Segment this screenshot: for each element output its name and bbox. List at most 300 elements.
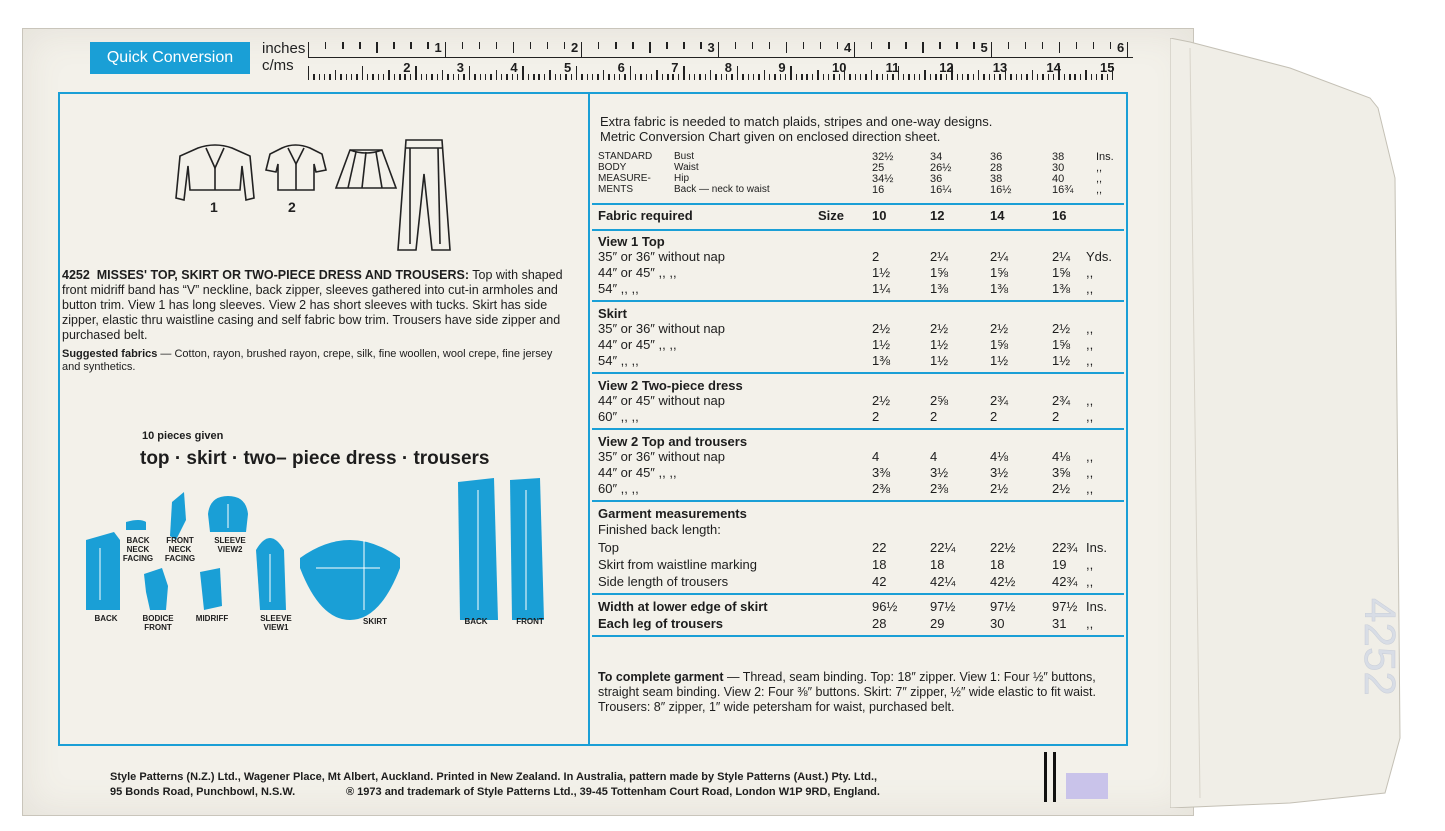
chart-row-label: 35″ or 36″ without nap bbox=[598, 249, 726, 264]
ruler-cm-tick bbox=[1064, 74, 1065, 80]
ruler-cm-tick bbox=[774, 74, 775, 80]
suggested-fabrics-text: — Cotton, rayon, brushed rayon, crepe, silk, fine woollen, wool crepe, fine jersey and synthetics. bbox=[62, 348, 553, 373]
ruler-cm-tick bbox=[1080, 74, 1081, 80]
suggested-fabrics-label: Suggested fabrics bbox=[62, 348, 158, 360]
pieces-count: 10 pieces given bbox=[142, 430, 224, 442]
garment-row-value: 31 bbox=[1052, 616, 1067, 631]
chart-row-value: 1½ bbox=[872, 337, 891, 352]
ruler-cm-tick bbox=[1021, 74, 1022, 80]
ruler-cm-tick bbox=[689, 74, 690, 80]
ruler-cm-tick bbox=[753, 74, 754, 80]
garment-row-unit: Ins. bbox=[1086, 540, 1107, 555]
ruler-cm-tick bbox=[1096, 74, 1097, 80]
ruler-cm-tick bbox=[490, 74, 491, 80]
measure-label-line: STANDARD bbox=[598, 151, 653, 162]
ruler-cm-tick bbox=[603, 70, 604, 80]
chart-row-value: 4⅛ bbox=[1052, 449, 1071, 464]
chart-note-metric: Metric Conversion Chart given on enclosed direction sheet. bbox=[600, 129, 941, 144]
ruler-inch-tick bbox=[837, 42, 838, 49]
garment-row-label: Skirt from waistline marking bbox=[598, 557, 757, 572]
ruler-inches-label: inches bbox=[262, 40, 306, 57]
size-column-header: 12 bbox=[930, 208, 945, 223]
chart-row-value: 2½ bbox=[1052, 481, 1071, 496]
ruler-cm-tick bbox=[769, 74, 770, 80]
color-swatch bbox=[1066, 773, 1108, 799]
ruler-cm-tick bbox=[324, 74, 325, 80]
footer-line-2b: ® 1973 and trademark of Style Patterns Ltd., 39-45 Tottenham Court Road, London W1P 9RD, England. bbox=[346, 786, 880, 798]
garment-row-value: 30 bbox=[990, 616, 1005, 631]
garment-row-value: 42½ bbox=[990, 574, 1016, 589]
ruler-cm-tick bbox=[528, 74, 529, 80]
conversion-ruler bbox=[258, 40, 1138, 80]
measure-label-line: MENTS bbox=[598, 184, 633, 195]
ruler-inch-tick bbox=[956, 42, 957, 49]
ruler-inch-tick bbox=[325, 42, 326, 49]
ruler-cm-number: 12 bbox=[939, 60, 954, 75]
chart-separator bbox=[592, 428, 1124, 430]
body-measure-value: 38 bbox=[990, 173, 1003, 185]
measure-label-line: BODY bbox=[598, 162, 627, 173]
footer-bar bbox=[1044, 752, 1047, 802]
chart-row-value: 4 bbox=[930, 449, 938, 464]
body-measure-value: 32½ bbox=[872, 151, 894, 163]
chart-section-title: Skirt bbox=[598, 306, 627, 321]
ruler-cm-tick bbox=[1042, 74, 1043, 80]
ruler-inch-tick bbox=[1076, 42, 1077, 49]
ruler-cm-number: 11 bbox=[885, 60, 900, 75]
chart-row-unit: ,, bbox=[1086, 265, 1094, 280]
ruler-cm-tick bbox=[989, 74, 990, 80]
ruler-cm-tick bbox=[447, 74, 448, 80]
ruler-cm-tick bbox=[876, 74, 877, 80]
chart-note-plaids: Extra fabric is needed to match plaids, stripes and one-way designs. bbox=[600, 114, 993, 129]
ruler-inch-tick bbox=[393, 42, 394, 49]
ruler-cm-tick bbox=[538, 74, 539, 80]
measure-name: Back — neck to waist bbox=[674, 184, 770, 195]
ruler-inch-tick bbox=[1093, 42, 1094, 49]
garment-row-unit: ,, bbox=[1086, 616, 1094, 631]
view-sketches bbox=[170, 138, 480, 258]
ruler-inch-tick bbox=[683, 42, 684, 49]
ruler-cm-tick bbox=[587, 74, 588, 80]
garment-row-unit: Ins. bbox=[1086, 599, 1107, 614]
ruler-inch-tick bbox=[564, 42, 565, 49]
ruler-cm-number: 8 bbox=[724, 60, 733, 75]
ruler-cm-tick bbox=[737, 66, 738, 80]
ruler-cm-tick bbox=[1085, 70, 1086, 80]
flap-stamp-text: 4252 bbox=[1355, 598, 1404, 696]
chart-section-title: View 2 Two-piece dress bbox=[598, 378, 743, 393]
garment-row-value: 18 bbox=[990, 557, 1005, 572]
body-measure-label bbox=[598, 151, 652, 195]
chart-row-value: 2¼ bbox=[930, 249, 949, 264]
ruler-cm-tick bbox=[790, 66, 791, 80]
chart-row-value: 1⅝ bbox=[930, 265, 949, 280]
ruler-inch-tick bbox=[1008, 42, 1009, 49]
garment-row-label: Width at lower edge of skirt bbox=[598, 599, 768, 614]
ruler-inch-number: 3 bbox=[707, 40, 715, 55]
ruler-cm-tick bbox=[378, 74, 379, 80]
ruler-inch-tick bbox=[376, 42, 377, 53]
to-complete-label: To complete garment bbox=[598, 670, 724, 684]
ruler-cm-tick bbox=[555, 74, 556, 80]
chart-row-value: 1⅝ bbox=[1052, 337, 1071, 352]
ruler-cm-tick bbox=[1032, 70, 1033, 80]
ruler-cm-tick bbox=[983, 74, 984, 80]
ruler-cm-tick bbox=[549, 70, 550, 80]
body-measure-value: 16¼ bbox=[930, 184, 952, 196]
ruler-cm-number: 4 bbox=[510, 60, 518, 75]
piece-front-neck-facing bbox=[170, 492, 186, 540]
to-complete-text: — Thread, seam binding. Top: 18″ zipper. View 1: Four ½″ buttons, straight seam binding. View 2: Four ⅜″ buttons. Skirt: 7″ zipper, ½″ wide elastic to fit waist. Trousers: 8″ zipper, 1″ wide petersham for waist, purchased belt. bbox=[598, 670, 1096, 714]
garment-measurements-subtitle: Finished back length: bbox=[598, 522, 721, 537]
ruler-cm-tick bbox=[372, 74, 373, 80]
ruler-cm-tick bbox=[882, 74, 883, 80]
body-measure-value: 36 bbox=[930, 173, 943, 185]
ruler-cm-tick bbox=[485, 74, 486, 80]
garment-row-value: 28 bbox=[872, 616, 887, 631]
label-bodice-front: BODICE FRONT bbox=[142, 614, 174, 632]
garment-row-value: 97½ bbox=[990, 599, 1016, 614]
ruler-cm-tick bbox=[973, 74, 974, 80]
garment-row-value: 22 bbox=[872, 540, 887, 555]
chart-row-unit: ,, bbox=[1086, 409, 1094, 424]
ruler-cm-number: 7 bbox=[671, 60, 679, 75]
ruler-cm-tick bbox=[758, 74, 759, 80]
chart-row-value: 2½ bbox=[872, 393, 891, 408]
view-2-number: 2 bbox=[288, 199, 296, 215]
footer-bar bbox=[1053, 752, 1056, 802]
measure-name: Hip bbox=[674, 173, 690, 184]
chart-section-title: View 2 Top and trousers bbox=[598, 434, 748, 449]
ruler-inch-tick bbox=[598, 42, 599, 49]
chart-row-value: 2¼ bbox=[990, 249, 1009, 264]
chart-row-value: 2½ bbox=[930, 321, 949, 336]
label-trousers-back: BACK bbox=[464, 617, 488, 626]
piece-bodice-front bbox=[144, 568, 168, 610]
chart-section-title: View 1 Top bbox=[598, 234, 665, 249]
ruler-cm-tick bbox=[865, 74, 866, 80]
ruler-cm-number: 13 bbox=[992, 60, 1008, 75]
quick-conversion-label: Quick Conversion bbox=[90, 42, 250, 74]
ruler-cm-tick bbox=[796, 74, 797, 80]
ruler-inch-tick bbox=[820, 42, 821, 49]
piece-back bbox=[86, 532, 120, 610]
label-skirt: SKIRT bbox=[363, 617, 387, 626]
ruler-inch-tick bbox=[581, 42, 582, 58]
measure-name: Bust bbox=[674, 151, 695, 162]
ruler-cm-label: c/ms bbox=[262, 57, 294, 74]
chart-row-label: 35″ or 36″ without nap bbox=[598, 449, 726, 464]
envelope-flap bbox=[1170, 38, 1440, 808]
body-measure-value: 16½ bbox=[990, 184, 1012, 196]
ruler-cm-number: 5 bbox=[564, 60, 572, 75]
piece-skirt bbox=[300, 540, 400, 620]
body-measure-value: 25 bbox=[872, 162, 885, 174]
body-measure-value: 40 bbox=[1052, 173, 1065, 185]
ruler-cm-tick bbox=[978, 70, 979, 80]
chart-row-value: 2¾ bbox=[1052, 393, 1071, 408]
ruler-cm-tick bbox=[592, 74, 593, 80]
chart-row-value: 3½ bbox=[990, 465, 1009, 480]
ruler-inch-tick bbox=[1025, 42, 1026, 49]
garment-row-value: 96½ bbox=[872, 599, 898, 614]
chart-row-label: 54″ ,, ,, bbox=[598, 281, 639, 296]
fabric-required-label: Fabric required bbox=[598, 208, 693, 223]
ruler-cm-tick bbox=[705, 74, 706, 80]
size-label: Size bbox=[818, 208, 845, 223]
body-measure-value: 16¾ bbox=[1052, 184, 1074, 196]
chart-row-value: 4⅛ bbox=[990, 449, 1009, 464]
chart-row-value: 3⅝ bbox=[1052, 465, 1071, 480]
chart-row-unit: ,, bbox=[1086, 281, 1094, 296]
ruler-cm-number: 6 bbox=[617, 60, 625, 75]
chart-row-label: 54″ ,, ,, bbox=[598, 353, 639, 368]
chart-row-unit: ,, bbox=[1086, 393, 1094, 408]
chart-row-value: 2½ bbox=[990, 481, 1009, 496]
ruler-cm-tick bbox=[764, 70, 765, 80]
ruler-cm-tick bbox=[469, 66, 470, 80]
ruler-inch-tick bbox=[632, 42, 633, 49]
chart-separator bbox=[592, 500, 1124, 502]
ruler-cm-tick bbox=[501, 74, 502, 80]
ruler-cm-tick bbox=[431, 74, 432, 80]
chart-row-value: 1⅜ bbox=[872, 353, 891, 368]
body-measure-unit: ,, bbox=[1096, 184, 1103, 196]
label-back: BACK bbox=[94, 614, 118, 623]
ruler-inch-tick bbox=[735, 42, 736, 49]
ruler-cm-tick bbox=[817, 70, 818, 80]
ruler-inch-tick bbox=[769, 42, 770, 49]
ruler-cm-tick bbox=[903, 74, 904, 80]
piece-trousers-front bbox=[510, 478, 544, 620]
chart-row-value: 2 bbox=[1052, 409, 1060, 424]
chart-row-value: 2¼ bbox=[1052, 249, 1071, 264]
ruler-cm-tick bbox=[480, 74, 481, 80]
garment-row-label: Each leg of trousers bbox=[598, 616, 723, 631]
chart-row-value: 4 bbox=[872, 449, 880, 464]
ruler-cm-tick bbox=[308, 66, 309, 80]
chart-row-unit: ,, bbox=[1086, 465, 1094, 480]
body-measure-names bbox=[674, 151, 770, 195]
ruler-cm-number: 15 bbox=[1100, 60, 1115, 75]
ruler-inch-tick bbox=[803, 42, 804, 49]
pattern-description bbox=[62, 268, 572, 343]
ruler-cm-tick bbox=[426, 74, 427, 80]
chart-row-value: 2 bbox=[990, 409, 998, 424]
chart-row-value: 2 bbox=[872, 249, 880, 264]
ruler-inch-tick bbox=[973, 42, 974, 49]
chart-row-value: 1½ bbox=[990, 353, 1009, 368]
label-front-neck-facing: FRONT NECK FACING bbox=[164, 536, 196, 563]
ruler-inch-tick bbox=[854, 42, 855, 58]
ruler-cm-tick bbox=[453, 74, 454, 80]
size-column-header: 10 bbox=[872, 208, 887, 223]
ruler-inch-tick bbox=[991, 42, 992, 58]
ruler-inch-tick bbox=[496, 42, 497, 49]
ruler-cm-tick bbox=[935, 74, 936, 80]
ruler-cm-tick bbox=[1037, 74, 1038, 80]
chart-row-value: 3⅜ bbox=[872, 465, 891, 480]
chart-row-label: 60″ ,, ,, bbox=[598, 409, 639, 424]
ruler-inch-tick bbox=[1110, 42, 1111, 49]
body-measure-value: 26½ bbox=[930, 162, 952, 174]
ruler-cm-tick bbox=[640, 74, 641, 80]
ruler-cm-tick bbox=[597, 74, 598, 80]
ruler-cm-tick bbox=[560, 74, 561, 80]
garment-row-value: 18 bbox=[930, 557, 945, 572]
ruler-inch-tick bbox=[649, 42, 650, 53]
chart-row-value: 1¼ bbox=[872, 281, 891, 296]
ruler-cm-tick bbox=[415, 66, 416, 80]
ruler-cm-tick bbox=[871, 70, 872, 80]
ruler-inch-tick bbox=[888, 42, 889, 49]
ruler-cm-tick bbox=[576, 66, 577, 80]
measure-label-line: MEASURE- bbox=[598, 173, 651, 184]
ruler-inch-number: 2 bbox=[571, 40, 579, 55]
ruler-inch-tick bbox=[752, 42, 753, 49]
ruler-cm-tick bbox=[630, 66, 631, 80]
ruler-cm-tick bbox=[699, 74, 700, 80]
chart-row-unit: ,, bbox=[1086, 337, 1094, 352]
garment-row-value: 42 bbox=[872, 574, 887, 589]
ruler-cm-tick bbox=[801, 74, 802, 80]
ruler-cm-tick bbox=[849, 74, 850, 80]
ruler-cm-tick bbox=[962, 74, 963, 80]
ruler-cm-number: 14 bbox=[1046, 60, 1061, 75]
label-sleeve-view2: SLEEVE VIEW2 bbox=[214, 536, 246, 554]
ruler-cm-tick bbox=[367, 74, 368, 80]
chart-row-label: 44″ or 45″ ,, ,, bbox=[598, 465, 677, 480]
garment-row-value: 97½ bbox=[1052, 599, 1078, 614]
ruler-inch-tick bbox=[871, 42, 872, 49]
ruler-cm-tick bbox=[1091, 74, 1092, 80]
ruler-inch-tick bbox=[718, 42, 719, 58]
ruler-inch-tick bbox=[359, 42, 360, 49]
chart-row-label: 44″ or 45″ ,, ,, bbox=[598, 265, 677, 280]
chart-row-value: 2¾ bbox=[990, 393, 1009, 408]
body-measure-value: 38 bbox=[1052, 151, 1065, 163]
ruler-cm-tick bbox=[319, 74, 320, 80]
ruler-cm-tick bbox=[715, 74, 716, 80]
chart-row-value: 2½ bbox=[1052, 321, 1071, 336]
ruler-inch-tick bbox=[342, 42, 343, 49]
ruler-inch-tick bbox=[905, 42, 906, 49]
ruler-cm-tick bbox=[614, 74, 615, 80]
ruler-inch-tick bbox=[615, 42, 616, 49]
ruler-cm-tick bbox=[635, 74, 636, 80]
ruler-cm-tick bbox=[421, 74, 422, 80]
chart-row-unit: ,, bbox=[1086, 353, 1094, 368]
garment-row-label: Top bbox=[598, 540, 619, 555]
garment-row-value: 29 bbox=[930, 616, 945, 631]
chart-notes bbox=[600, 114, 1120, 144]
ruler-cm-tick bbox=[924, 70, 925, 80]
chart-row-value: 1⅜ bbox=[1052, 281, 1071, 296]
ruler-baseline bbox=[308, 57, 1133, 58]
body-measure-value: 28 bbox=[990, 162, 1003, 174]
ruler-inch-tick bbox=[462, 42, 463, 49]
ruler-inch-tick bbox=[547, 42, 548, 49]
chart-row-label: 35″ or 36″ without nap bbox=[598, 321, 726, 336]
ruler-inch-tick bbox=[1042, 42, 1043, 49]
ruler-cm-tick bbox=[710, 70, 711, 80]
ruler-cm-tick bbox=[683, 66, 684, 80]
chart-separator bbox=[592, 203, 1124, 205]
ruler-cm-tick bbox=[930, 74, 931, 80]
footer-line-1: Style Patterns (N.Z.) Ltd., Wagener Place, Mt Albert, Auckland. Printed in New Zealand. In Australia, pattern made by Style Patterns (Aust.) Pty. Ltd., bbox=[110, 771, 878, 783]
ruler-cm-tick bbox=[581, 74, 582, 80]
garment-row-label: Side length of trousers bbox=[598, 574, 729, 589]
ruler-inch-tick bbox=[1127, 42, 1128, 58]
ruler-cm-tick bbox=[437, 74, 438, 80]
piece-sleeve-view1 bbox=[256, 538, 286, 610]
ruler-cm-tick bbox=[860, 74, 861, 80]
chart-row-unit: Yds. bbox=[1086, 249, 1113, 264]
ruler-inch-tick bbox=[939, 42, 940, 49]
ruler-cm-tick bbox=[522, 66, 523, 80]
body-measure-value: 30 bbox=[1052, 162, 1065, 174]
garment-row-value: 42¼ bbox=[930, 574, 956, 589]
ruler-cm-tick bbox=[1074, 74, 1075, 80]
pieces-list: top · skirt · two– piece dress · trousers bbox=[140, 448, 490, 469]
ruler-cm-tick bbox=[394, 74, 395, 80]
chart-row-value: 3½ bbox=[930, 465, 949, 480]
ruler-inch-number: 4 bbox=[844, 40, 852, 55]
ruler-cm-tick bbox=[812, 74, 813, 80]
ruler-inch-tick bbox=[479, 42, 480, 49]
garment-row-unit: ,, bbox=[1086, 574, 1094, 589]
ruler-cm-tick bbox=[651, 74, 652, 80]
chart-row-label: 44″ or 45″ ,, ,, bbox=[598, 337, 677, 352]
chart-row-unit: ,, bbox=[1086, 481, 1094, 496]
chart-separator bbox=[592, 300, 1124, 302]
body-measure-value: 36 bbox=[990, 151, 1003, 163]
ruler-cm-tick bbox=[646, 74, 647, 80]
chart-row-value: 1⅜ bbox=[930, 281, 949, 296]
ruler-cm-tick bbox=[356, 74, 357, 80]
ruler-cm-tick bbox=[823, 74, 824, 80]
ruler-cm-number: 10 bbox=[832, 60, 847, 75]
chart-row-label: 44″ or 45″ without nap bbox=[598, 393, 726, 408]
size-column-header: 14 bbox=[990, 208, 1005, 223]
ruler-inch-tick bbox=[427, 42, 428, 49]
ruler-cm-tick bbox=[362, 66, 363, 80]
ruler-inch-number: 1 bbox=[434, 40, 442, 55]
ruler-cm-tick bbox=[656, 70, 657, 80]
ruler-inch-tick bbox=[786, 42, 787, 53]
ruler-cm-tick bbox=[533, 74, 534, 80]
chart-row-value: 1⅝ bbox=[990, 337, 1009, 352]
garment-row-unit: ,, bbox=[1086, 557, 1094, 572]
chart-separator bbox=[592, 229, 1124, 231]
yardage-chart-panel bbox=[588, 92, 1128, 746]
ruler-cm-tick bbox=[1010, 74, 1011, 80]
chart-row-value: 2 bbox=[930, 409, 938, 424]
ruler-cm-tick bbox=[1026, 74, 1027, 80]
ruler-cm-tick bbox=[351, 74, 352, 80]
ruler-cm-tick bbox=[748, 74, 749, 80]
chart-row-value: 2⅜ bbox=[872, 481, 891, 496]
pattern-heading: MISSES' TOP, SKIRT OR TWO-PIECE DRESS AND TROUSERS: bbox=[96, 268, 469, 282]
ruler-cm-tick bbox=[346, 74, 347, 80]
pattern-number: 4252 bbox=[62, 268, 90, 282]
garment-measurements-title: Garment measurements bbox=[598, 506, 747, 521]
chart-row-label: 60″ ,, ,, bbox=[598, 481, 639, 496]
ruler-cm-tick bbox=[608, 74, 609, 80]
ruler-cm-tick bbox=[340, 74, 341, 80]
chart-row-value: 1⅝ bbox=[990, 265, 1009, 280]
